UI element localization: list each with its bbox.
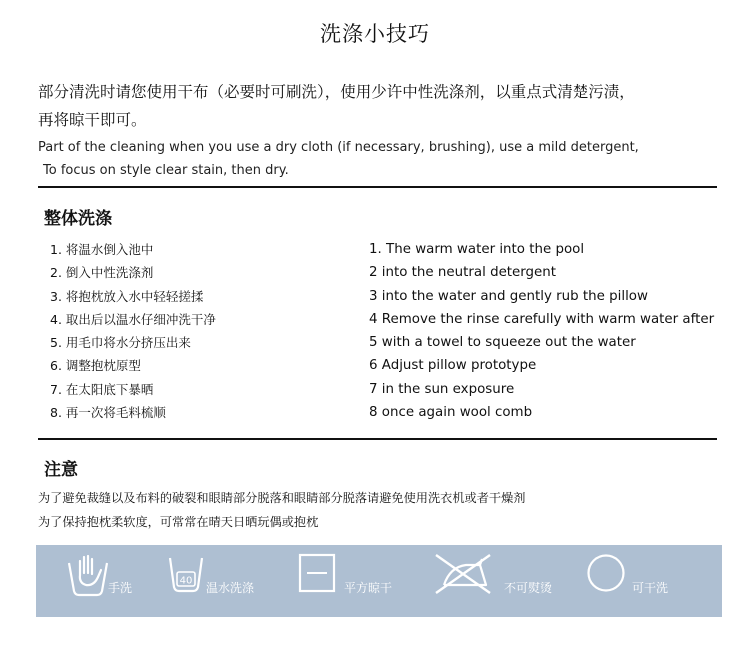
- step-en-item: 6 Adjust pillow prototype: [369, 358, 537, 374]
- step-en-item: 4 Remove the rinse carefully with warm water after: [369, 311, 715, 327]
- step-cn-item: 2. 倒入中性洗涤剂: [50, 265, 154, 281]
- dry-clean-label: 可干洗: [632, 581, 669, 595]
- steps-chinese-list: [50, 238, 350, 424]
- note-line: 为了保持抱枕柔软度，可常常在晴天日晒玩偶或抱枕: [38, 515, 319, 529]
- step-cn-item: 4. 取出后以温水仔细冲洗干净: [50, 311, 216, 327]
- notes-list: [38, 486, 728, 534]
- dry-flat-label: 平方晾干: [344, 581, 393, 595]
- care-item-warm-wash: [168, 545, 308, 617]
- do-not-iron-label: 不可熨烫: [504, 581, 553, 595]
- care-item-do-not-iron: [432, 545, 582, 617]
- step-en-item: 3 into the water and gently rub the pillow: [369, 288, 648, 304]
- intro-en-line-2: To focus on style clear stain, then dry.: [43, 163, 289, 178]
- overall-wash-heading: 整体洗涤: [44, 209, 112, 229]
- hand-wash-icon: [66, 553, 110, 599]
- hand-wash-label: 手洗: [108, 581, 133, 595]
- intro-en-line-1: Part of the cleaning when you use a dry cloth (if necessary, brushing), use a mild detergent,: [38, 140, 639, 155]
- intro-english: [38, 136, 728, 182]
- step-en-item: 2 into the neutral detergent: [369, 265, 557, 281]
- care-item-dry-clean: [586, 545, 716, 617]
- step-cn-item: 7. 在太阳底下暴晒: [50, 381, 154, 397]
- step-cn-item: 8. 再一次将毛料梳顺: [50, 405, 166, 421]
- intro-cn-line-2: 再将晾干即可。: [38, 111, 147, 129]
- step-cn-item: 5. 用毛巾将水分挤压出来: [50, 335, 191, 351]
- step-en-item: 5 with a towel to squeeze out the water: [369, 335, 636, 351]
- divider-top: [38, 186, 717, 188]
- care-instructions-band: [36, 545, 722, 617]
- steps-english-list: [369, 238, 729, 424]
- step-cn-item: 3. 将抱枕放入水中轻轻搓揉: [50, 288, 204, 304]
- warm-wash-40-icon: [168, 555, 204, 593]
- step-cn-item: 1. 将温水倒入池中: [50, 242, 154, 257]
- note-line: 为了避免裁缝以及布料的破裂和眼睛部分脱落和眼睛部分脱落请避免使用洗衣机或者干燥剂: [38, 491, 526, 505]
- warm-wash-label: 温水洗涤: [206, 581, 255, 595]
- do-not-iron-icon: [432, 551, 494, 597]
- care-item-dry-flat: [298, 545, 428, 617]
- intro-chinese: [38, 78, 728, 134]
- care-item-hand-wash: [66, 545, 176, 617]
- intro-cn-line-1: 部分清洗时请您使用干布（必要时可刷洗），使用少许中性洗涤剂，以重点式清楚污渍，: [38, 83, 635, 101]
- dry-flat-icon: [298, 553, 336, 593]
- step-en-item: 8 once again wool comb: [369, 405, 533, 421]
- notes-heading: 注意: [44, 460, 78, 480]
- dry-clean-icon: [586, 553, 626, 593]
- page-title: 洗涤小技巧: [320, 22, 430, 46]
- step-cn-item: 6. 调整抱枕原型: [50, 358, 141, 374]
- warm-wash-temp: 40: [179, 575, 193, 587]
- divider-middle: [38, 438, 717, 440]
- step-en-item: 7 in the sun exposure: [369, 381, 515, 397]
- step-en-item: 1. The warm water into the pool: [369, 242, 585, 257]
